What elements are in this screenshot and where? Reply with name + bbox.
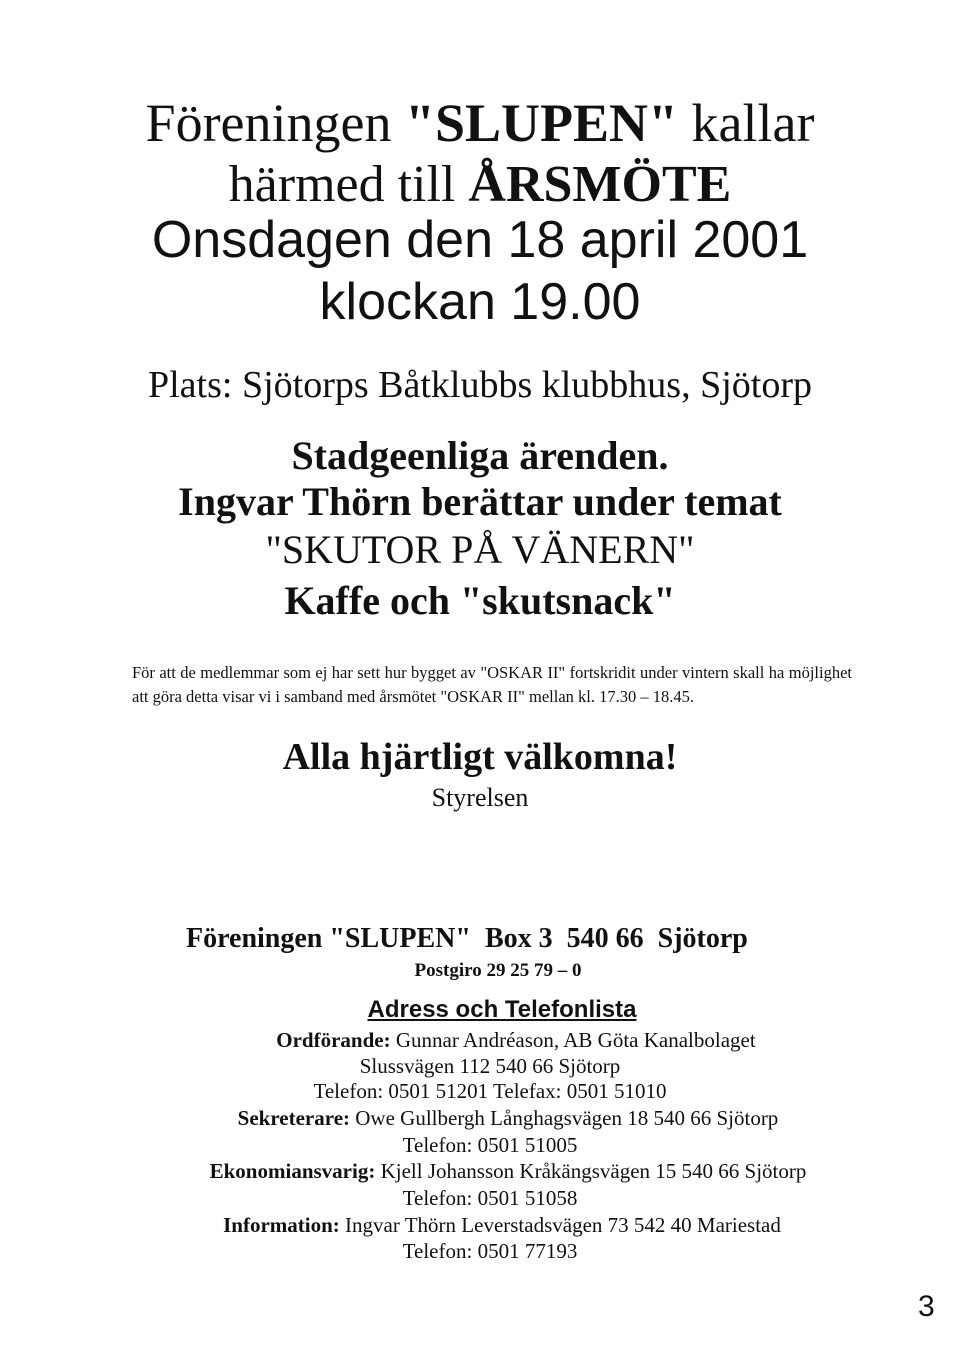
org-name: Föreningen "SLUPEN" — [186, 923, 471, 954]
secretary-phone: Telefon: 0501 51005 — [402, 1133, 578, 1157]
heading-line-1-post: kallar — [678, 93, 815, 153]
heading-line-1 — [0, 92, 960, 154]
treasurer-role: Ekonomiansvarig: — [209, 1159, 376, 1183]
info-paragraph: För att de medlemmar som ej har sett hur bygget av "OSKAR II" fortskridit under vintern skall ha möjlighet att göra detta visar vi i samband med årsmötet "OSKAR II" mellan kl. 17.30 – 18.45. — [132, 662, 852, 706]
treasurer-phone: Telefon: 0501 51058 — [402, 1186, 578, 1210]
org-city: Sjötorp — [657, 923, 748, 954]
heading-line-2-event: ÅRSMÖTE — [468, 156, 732, 213]
chair-address: Slussvägen 112 540 66 Sjötorp — [359, 1054, 621, 1078]
welcome-text: Alla hjärtligt välkomna! — [282, 736, 678, 778]
heading-line-1-name: "SLUPEN" — [405, 93, 679, 153]
page-number: 3 — [918, 1290, 935, 1323]
signature: Styrelsen — [431, 783, 529, 812]
contact-list-title-text: Adress och Telefonlista — [367, 996, 637, 1023]
treasurer-line-1 — [28, 1159, 960, 1184]
chair-details: Gunnar Andréason, AB Göta Kanalbolaget — [390, 1028, 756, 1052]
chair-phone: Telefon: 0501 51201 Telefax: 0501 51010 — [313, 1079, 667, 1103]
information-role: Information: — [223, 1213, 340, 1237]
secretary-line-1 — [28, 1106, 960, 1131]
org-box: Box 3 — [484, 923, 553, 954]
meeting-place: Plats: Sjötorps Båtklubbs klubbhus, Sjötorp — [147, 364, 813, 406]
agenda-line-3: "SKUTOR PÅ VÄNERN" — [265, 527, 695, 572]
information-details: Ingvar Thörn Leverstadsvägen 73 542 40 Mariestad — [339, 1213, 781, 1237]
postgiro: Postgiro 29 25 79 – 0 — [414, 960, 582, 981]
heading-line-1-pre: Föreningen — [145, 93, 405, 153]
secretary-role: Sekreterare: — [237, 1106, 351, 1130]
information-line-1 — [22, 1213, 960, 1238]
treasurer-details: Kjell Johansson Kråkängsvägen 15 540 66 Sjötorp — [375, 1159, 807, 1183]
heading-line-2-pre: härmed till — [228, 156, 469, 213]
agenda-line-2: Ingvar Thörn berättar under temat — [178, 479, 782, 524]
heading-date: Onsdagen den 18 april 2001 — [151, 211, 809, 269]
contact-list-title — [22, 996, 960, 1024]
heading-line-2 — [0, 155, 960, 214]
agenda-line-4: Kaffe och "skutsnack" — [284, 578, 676, 623]
agenda-line-1: Stadgeenliga ärenden. — [291, 433, 669, 478]
information-phone: Telefon: 0501 77193 — [402, 1239, 578, 1263]
chair-role: Ordförande: — [276, 1028, 391, 1052]
org-postcode: 540 66 — [566, 923, 644, 954]
org-address-line — [186, 923, 762, 955]
chair-line-1 — [36, 1028, 960, 1053]
secretary-details: Owe Gullbergh Långhagsvägen 18 540 66 Sjötorp — [350, 1106, 779, 1130]
heading-time: klockan 19.00 — [319, 273, 641, 331]
